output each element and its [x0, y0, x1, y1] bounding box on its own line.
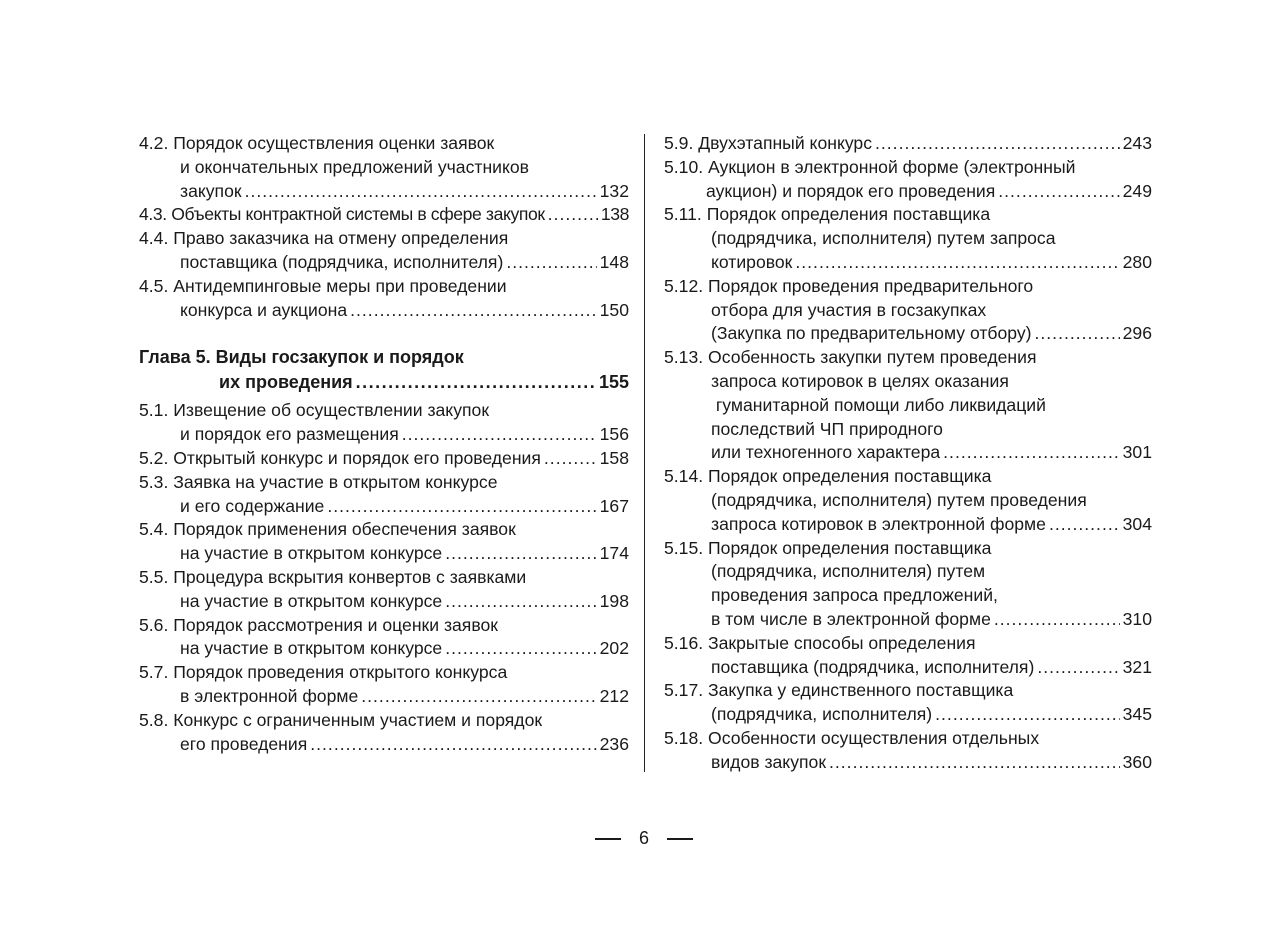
footer-page-number: 6 — [638, 828, 649, 848]
toc-entry-title: 5.14. Порядок определения поставщика — [664, 466, 992, 487]
leader-dots — [548, 203, 598, 227]
toc-entry-title: 5.7. Порядок проведения открытого конкурса — [139, 662, 508, 683]
toc-entry-5-10[interactable] — [664, 156, 1152, 204]
toc-entry-title: на участие в открытом конкурсе — [180, 638, 443, 659]
leader-dots — [310, 733, 596, 757]
page-number: 304 — [1122, 513, 1152, 534]
toc-entry-title: 5.1. Извещение об осуществлении закупок — [139, 400, 490, 421]
toc-entry-title: 4.2. Порядок осуществления оценки заявок — [139, 133, 495, 153]
toc-entry-title: 5.9. Двухэтапный конкурс — [664, 133, 873, 153]
leader-dots — [935, 703, 1119, 727]
toc-entry-5-18[interactable] — [664, 727, 1152, 775]
toc-entry-title: 5.5. Процедура вскрытия конвертов с заявками — [139, 566, 527, 587]
toc-right-column — [664, 132, 1152, 775]
leader-dots — [1049, 513, 1120, 537]
toc-entry-title: (подрядчика, исполнителя) путем проведения — [711, 489, 1087, 510]
leader-dots — [544, 447, 597, 471]
toc-left-column — [139, 132, 629, 756]
toc-entry-title: аукцион) и порядок его проведения — [706, 180, 996, 201]
chapter-title: Глава 5. Виды госзакупок и порядок — [139, 347, 464, 368]
page-number: 156 — [599, 424, 629, 445]
column-divider — [644, 134, 645, 772]
toc-entry-title: 5.15. Порядок определения поставщика — [664, 537, 992, 558]
toc-entry-5-9[interactable] — [664, 132, 1152, 156]
toc-entry-title: и порядок его размещения — [180, 424, 399, 445]
toc-entry-title: 5.12. Порядок проведения предварительного — [664, 275, 1034, 296]
toc-entry-title: конкурса и аукциона — [180, 299, 348, 320]
toc-chapter-5[interactable] — [139, 345, 629, 395]
footer-dash-left — [595, 838, 621, 840]
toc-entry-title: 5.10. Аукцион в электронной форме (электронный — [664, 156, 1076, 177]
leader-dots — [445, 542, 596, 566]
toc-entry-title: 5.8. Конкурс с ограниченным участием и порядок — [139, 709, 543, 730]
toc-entry-5-3[interactable] — [139, 471, 629, 519]
page-footer — [0, 828, 1288, 849]
toc-entry-5-11[interactable] — [664, 203, 1152, 274]
leader-dots — [361, 685, 596, 709]
toc-entry-5-13[interactable] — [664, 346, 1152, 465]
toc-entry-5-6[interactable] — [139, 614, 629, 662]
toc-entry-title: 5.2. Открытый конкурс и порядок его проведения — [139, 447, 541, 468]
leader-dots — [350, 299, 597, 323]
leader-dots — [795, 251, 1119, 275]
leader-dots — [445, 590, 596, 614]
toc-entry-title: его проведения — [180, 733, 308, 754]
toc-entry-title: 5.17. Закупка у единственного поставщика — [664, 680, 1014, 701]
page-number: 310 — [1122, 608, 1152, 629]
toc-entry-5-8[interactable] — [139, 709, 629, 757]
toc-entry-4-4[interactable] — [139, 227, 629, 275]
toc-entry-title: (подрядчика, исполнителя) — [711, 704, 933, 725]
toc-entry-4-3[interactable] — [139, 203, 629, 227]
leader-dots — [327, 495, 596, 519]
page-number: 321 — [1122, 656, 1152, 677]
toc-entry-title: (Закупка по предварительному отбору) — [711, 323, 1032, 344]
toc-entry-4-5[interactable] — [139, 275, 629, 323]
page-number: 301 — [1122, 442, 1152, 463]
leader-dots — [506, 251, 596, 275]
toc-entry-title: 4.4. Право заказчика на отмену определения — [139, 228, 509, 249]
toc-entry-title: 5.4. Порядок применения обеспечения заявок — [139, 519, 516, 540]
toc-entry-title: поставщика (подрядчика, исполнителя) — [711, 656, 1035, 677]
toc-entry-5-1[interactable] — [139, 399, 629, 447]
leader-dots — [943, 441, 1119, 465]
leader-dots — [1037, 656, 1119, 680]
leader-dots — [1035, 322, 1120, 346]
toc-entry-title: 5.3. Заявка на участие в открытом конкурсе — [139, 471, 498, 492]
toc-entry-title: на участие в открытом конкурсе — [180, 590, 443, 611]
toc-entry-title: в том числе в электронной форме — [711, 608, 991, 629]
toc-entry-title: закупок — [180, 180, 242, 201]
toc-entry-title: 5.11. Порядок определения поставщика — [664, 204, 991, 225]
toc-entry-title: отбора для участия в госзакупках — [711, 299, 987, 320]
toc-entry-4-2[interactable] — [139, 132, 629, 203]
page-number: 280 — [1122, 251, 1152, 272]
page-number: 243 — [1122, 133, 1152, 153]
page-number: 249 — [1122, 180, 1152, 201]
toc-entry-title: или техногенного характера — [711, 442, 941, 463]
toc-entry-title: поставщика (подрядчика, исполнителя) — [180, 251, 504, 272]
leader-dots — [994, 608, 1120, 632]
toc-entry-title: и его содержание — [180, 495, 325, 516]
page-number: 345 — [1122, 704, 1152, 725]
toc-entry-title: и окончательных предложений участников — [180, 156, 530, 177]
toc-entry-title: 4.3. Объекты контрактной системы в сфере закупок — [139, 204, 545, 225]
page-number: 212 — [599, 685, 629, 706]
leader-dots — [875, 132, 1120, 156]
toc-entry-title: проведения запроса предложений, — [711, 585, 998, 606]
page-number: 296 — [1122, 323, 1152, 344]
toc-entry-title: 5.16. Закрытые способы определения — [664, 632, 976, 653]
leader-dots — [356, 370, 596, 395]
toc-entry-5-15[interactable] — [664, 537, 1152, 632]
page-number: 174 — [599, 543, 629, 564]
toc-entry-title: 5.18. Особенности осуществления отдельных — [664, 727, 1040, 748]
page-number: 155 — [598, 372, 629, 393]
chapter-title: их проведения — [219, 372, 353, 393]
toc-entry-title: 4.5. Антидемпинговые меры при проведении — [139, 275, 507, 296]
footer-dash-right — [667, 838, 693, 840]
toc-entry-title: 5.13. Особенность закупки путем проведения — [664, 347, 1037, 368]
toc-entry-title: видов закупок — [711, 751, 827, 772]
page-number: 167 — [599, 495, 629, 516]
page-number: 158 — [599, 447, 629, 468]
toc-entry-title: (подрядчика, исполнителя) путем — [711, 561, 986, 582]
toc-entry-5-14[interactable] — [664, 465, 1152, 536]
toc-entry-5-12[interactable] — [664, 275, 1152, 346]
toc-entry-title: на участие в открытом конкурсе — [180, 543, 443, 564]
toc-entry-title: (подрядчика, исполнителя) путем запроса — [711, 228, 1056, 249]
leader-dots — [402, 423, 597, 447]
page-number: 236 — [599, 733, 629, 754]
page-number: 202 — [599, 638, 629, 659]
toc-entry-title: в электронной форме — [180, 685, 359, 706]
page-number: 360 — [1122, 751, 1152, 772]
toc-entry-5-17[interactable] — [664, 679, 1152, 727]
toc-entry-title: гуманитарной помощи либо ликвидаций — [711, 394, 1046, 415]
toc-entry-5-7[interactable] — [139, 661, 629, 709]
page-number: 138 — [600, 204, 629, 225]
toc-entry-5-2[interactable] — [139, 447, 629, 471]
page-number: 148 — [599, 251, 629, 272]
toc-entry-title: запроса котировок в целях оказания — [711, 370, 1009, 391]
page-number: 150 — [599, 299, 629, 320]
leader-dots — [829, 751, 1120, 775]
toc-entry-5-4[interactable] — [139, 518, 629, 566]
toc-entry-5-16[interactable] — [664, 632, 1152, 680]
toc-entry-title: котировок — [711, 251, 793, 272]
toc-entry-title: запроса котировок в электронной форме — [711, 513, 1046, 534]
toc-entry-title: последствий ЧП природного — [711, 418, 943, 439]
toc-entry-title: 5.6. Порядок рассмотрения и оценки заявок — [139, 614, 498, 635]
leader-dots — [998, 180, 1119, 204]
leader-dots — [445, 637, 596, 661]
toc-entry-5-5[interactable] — [139, 566, 629, 614]
page-number: 132 — [599, 180, 629, 201]
page-number: 198 — [599, 590, 629, 611]
leader-dots — [245, 180, 597, 204]
